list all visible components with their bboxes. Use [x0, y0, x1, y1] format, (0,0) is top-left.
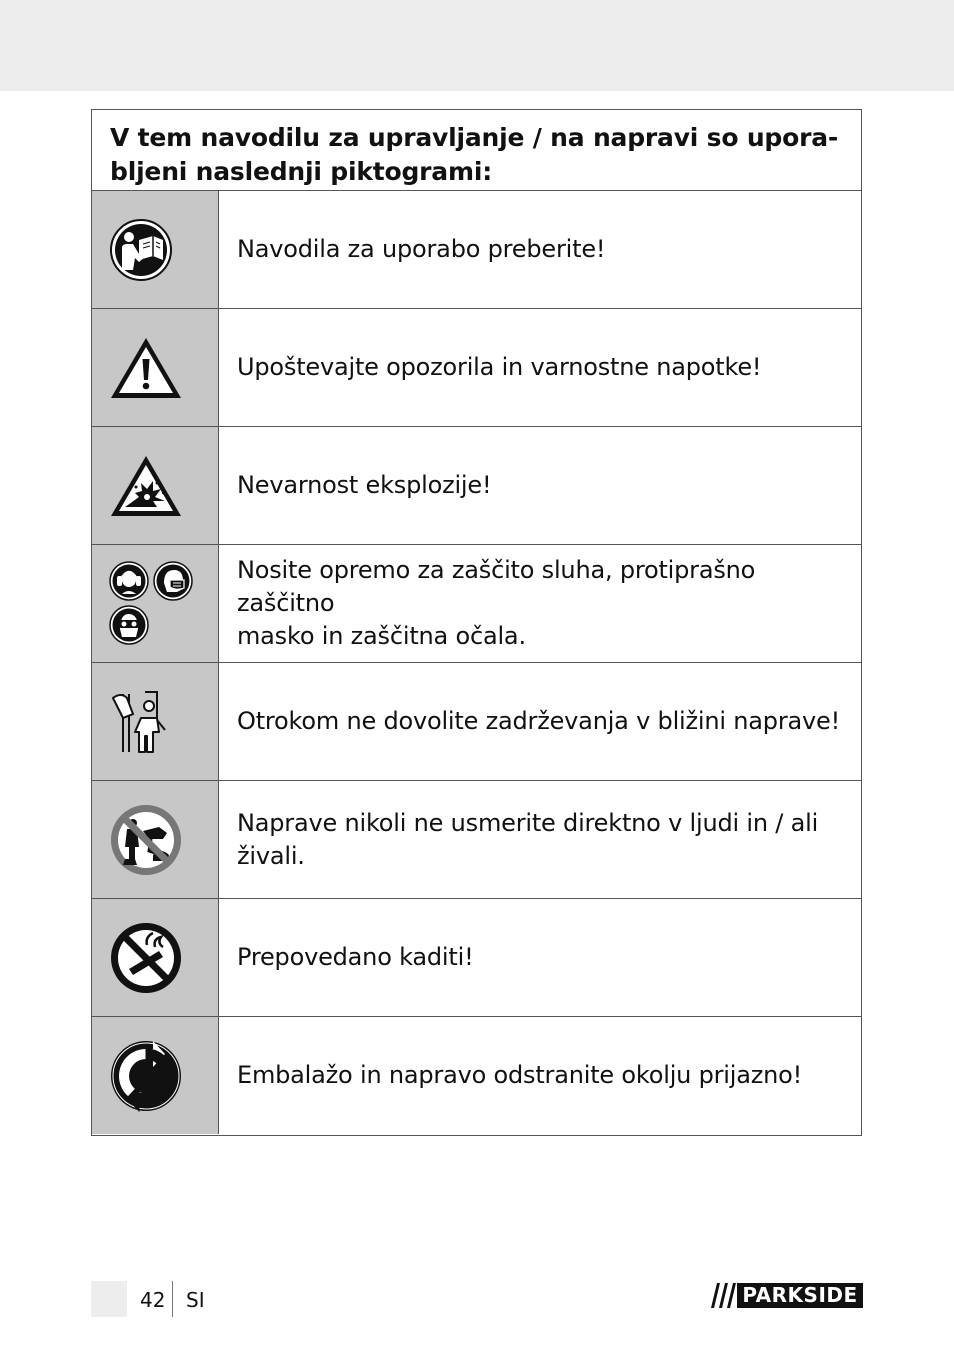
header-line-2: bljeni naslednji piktogrami:	[110, 157, 492, 186]
dust-mask-icon	[153, 561, 193, 601]
icon-cell	[92, 427, 219, 544]
row-text-line-2: masko in zaščitna očala.	[237, 622, 526, 650]
table-row	[92, 545, 861, 663]
icon-cell	[92, 545, 219, 662]
row-text: Nevarnost eksplozije!	[237, 471, 492, 499]
table-row	[92, 191, 861, 309]
table-row	[92, 781, 861, 899]
brand-name: PARKSIDE	[737, 1283, 863, 1308]
row-text: Prepovedano kaditi!	[237, 943, 474, 971]
top-band	[0, 0, 954, 91]
read-manual-icon	[109, 218, 173, 282]
no-aim-at-people-icon	[109, 803, 183, 877]
recycle-green-dot-icon	[109, 1039, 183, 1113]
table-row	[92, 309, 861, 427]
table-row	[92, 663, 861, 781]
icon-cell	[92, 191, 219, 308]
row-text: Navodila za uporabo preberite!	[237, 235, 606, 263]
icon-cell	[92, 1017, 219, 1134]
row-text: Upoštevajte opozorila in varnostne napotke!	[237, 353, 762, 381]
explosion-warning-icon	[109, 453, 183, 519]
ear-protection-icon	[109, 561, 149, 601]
language-code: SI	[186, 1288, 205, 1312]
protective-equipment-icons	[109, 561, 193, 645]
table-header	[92, 110, 861, 191]
row-text: Embalažo in napravo odstranite okolju prijazno!	[237, 1061, 803, 1089]
table-row	[92, 427, 861, 545]
no-smoking-icon	[109, 921, 183, 995]
table-row	[92, 899, 861, 1017]
logo-slashes-icon	[705, 1283, 737, 1308]
keep-children-away-icon	[109, 688, 167, 756]
warning-triangle-icon	[109, 335, 183, 401]
page-number: 42	[140, 1288, 166, 1312]
row-text-line-1: Nosite opremo za zaščito sluha, protiprašno zaščitno	[237, 556, 756, 617]
row-text: Otrokom ne dovolite zadrževanja v bližini naprave!	[237, 707, 840, 735]
brand-logo	[705, 1283, 863, 1308]
footer-divider	[172, 1281, 173, 1317]
table-row	[92, 1017, 861, 1134]
icon-cell	[92, 309, 219, 426]
row-text	[219, 545, 861, 662]
row-text: Naprave nikoli ne usmerite direktno v ljudi in / ali živali.	[237, 808, 819, 870]
icon-cell	[92, 663, 219, 780]
header-line-1: V tem navodilu za upravljanje / na napravi so upora-	[110, 123, 839, 152]
icon-cell	[92, 899, 219, 1016]
icon-cell	[92, 781, 219, 898]
pictogram-table	[91, 109, 862, 1136]
footer-marker	[91, 1281, 127, 1317]
safety-goggles-icon	[109, 605, 149, 645]
